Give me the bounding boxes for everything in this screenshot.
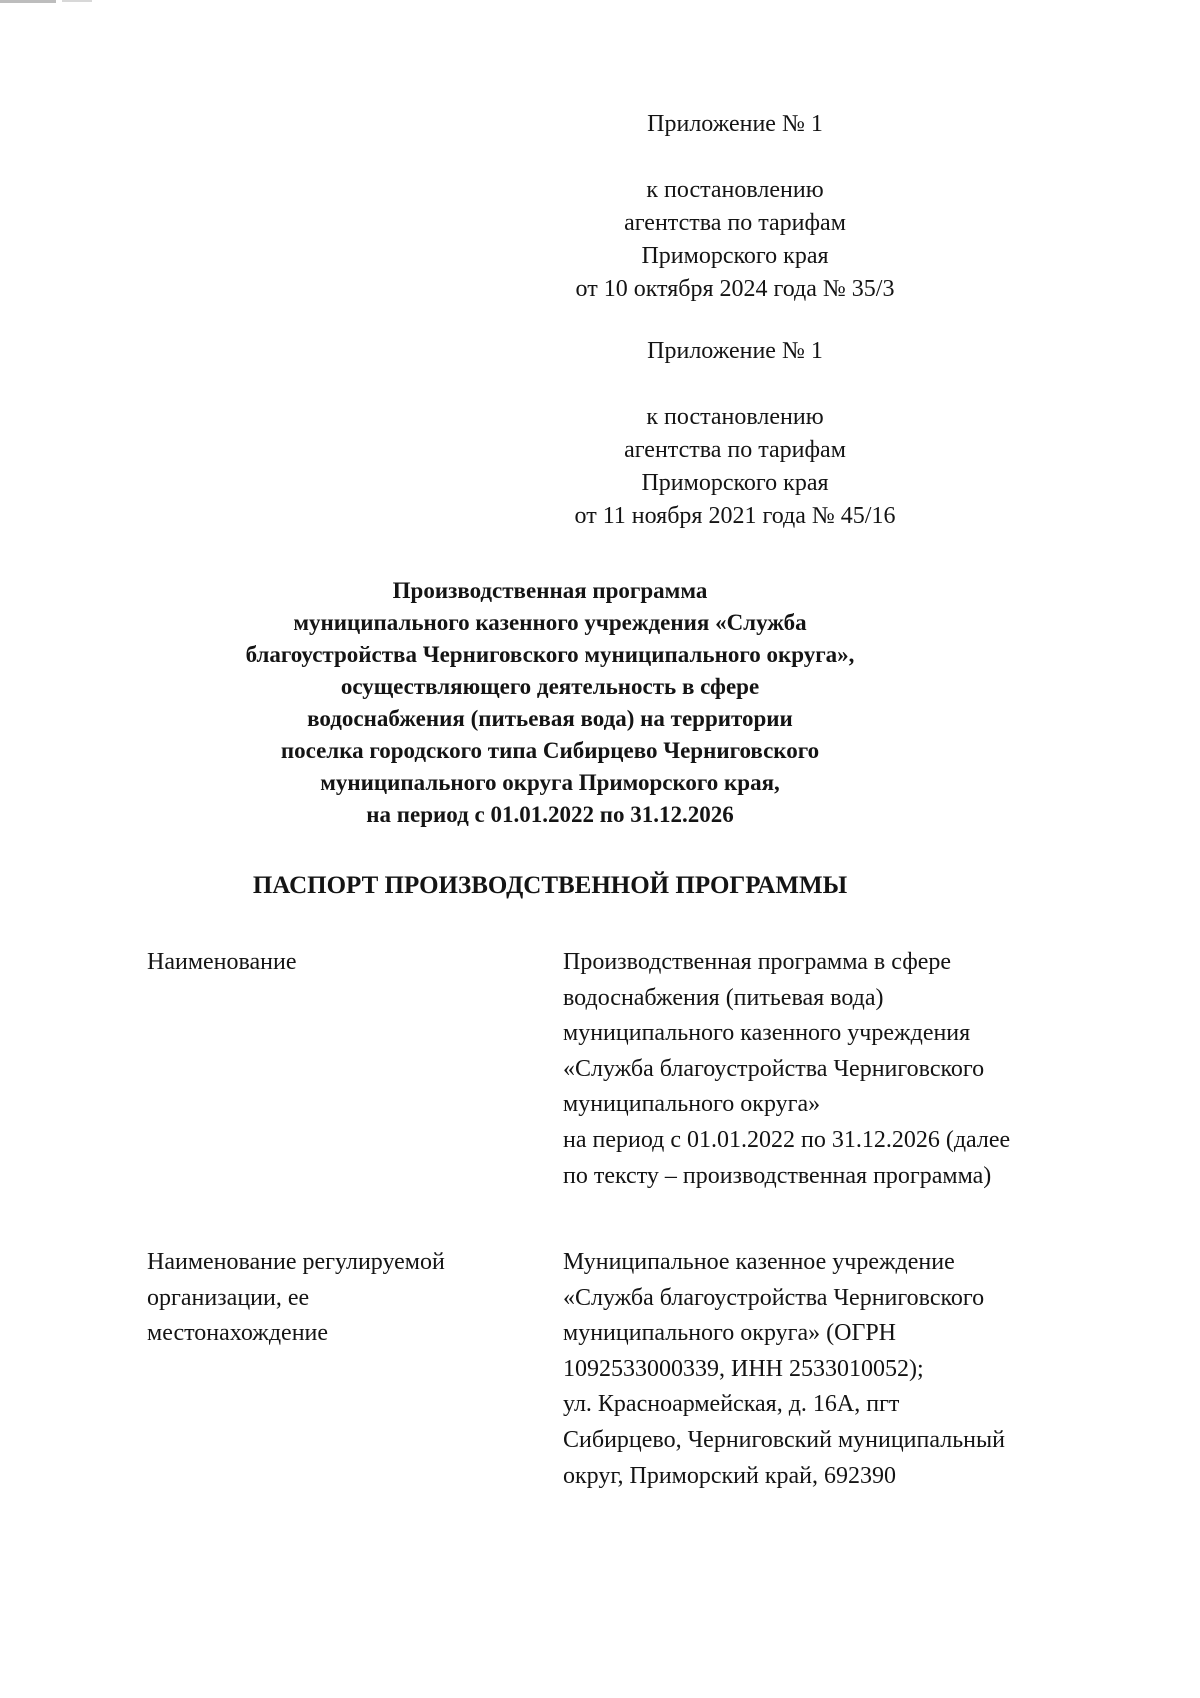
appendix-original-block xyxy=(525,335,945,533)
appendix-date-line: от 11 ноября 2021 года № 45/16 xyxy=(574,503,896,529)
value-line: округ, Приморский край, 692390 xyxy=(563,1462,896,1489)
appendix-heading: Приложение № 1 xyxy=(647,338,823,364)
value-line: «Служба благоустройства Черниговского xyxy=(563,1055,985,1082)
title-line: Производственная программа xyxy=(392,578,708,603)
appendix-line: Приморского края xyxy=(641,470,829,496)
passport-row-label xyxy=(147,1245,527,1352)
appendix-line: Приморского края xyxy=(641,243,829,269)
value-line: муниципального округа» xyxy=(563,1091,821,1118)
label-line: местонахождение xyxy=(147,1320,329,1347)
value-line: на период с 01.01.2022 по 31.12.2026 (далее xyxy=(563,1126,1011,1153)
value-line: ул. Красноармейская, д. 16А, пгт xyxy=(563,1391,900,1418)
appendix-line: агентства по тарифам xyxy=(624,210,846,236)
appendix-line: агентства по тарифам xyxy=(624,437,846,463)
value-line: муниципального округа» (ОГРН xyxy=(563,1320,896,1347)
scan-edge-mark xyxy=(0,0,56,3)
title-line: осуществляющего деятельность в сфере xyxy=(340,674,760,699)
passport-heading: ПАСПОРТ ПРОИЗВОДСТВЕННОЙ ПРОГРАММЫ xyxy=(252,872,848,899)
passport-row-value xyxy=(563,1245,1123,1494)
appendix-line: к постановлению xyxy=(646,177,824,203)
value-line: по тексту – производственная программа) xyxy=(563,1162,992,1189)
appendix-date-line: от 10 октября 2024 года № 35/3 xyxy=(575,276,895,302)
label-line: Наименование xyxy=(147,949,297,975)
scan-edge-mark xyxy=(62,0,92,2)
passport-row-value xyxy=(563,945,1123,1194)
value-line: Муниципальное казенное учреждение xyxy=(563,1249,955,1275)
title-line: благоустройства Черниговского муниципального округа», xyxy=(245,642,855,667)
value-line: Производственная программа в сфере xyxy=(563,949,952,975)
value-line: 1092533000339, ИНН 2533010052); xyxy=(563,1355,924,1382)
value-line: муниципального казенного учреждения xyxy=(563,1020,971,1047)
appendix-line: к постановлению xyxy=(646,404,824,430)
value-line: Сибирцево, Черниговский муниципальный xyxy=(563,1426,1005,1453)
appendix-current-block xyxy=(525,108,945,306)
value-line: водоснабжения (питьевая вода) xyxy=(563,984,884,1011)
title-line: водоснабжения (питьевая вода) на территории xyxy=(307,706,793,731)
passport-row-label xyxy=(147,945,527,981)
title-line: на период с 01.01.2022 по 31.12.2026 xyxy=(366,802,734,827)
label-line: Наименование регулируемой xyxy=(147,1249,445,1275)
value-line: «Служба благоустройства Черниговского xyxy=(563,1284,985,1311)
title-line: муниципального округа Приморского края, xyxy=(320,770,780,795)
title-line: поселка городского типа Сибирцево Черниговского xyxy=(280,738,820,763)
program-title xyxy=(150,575,950,831)
appendix-heading: Приложение № 1 xyxy=(647,111,823,137)
title-line: муниципального казенного учреждения «Служба xyxy=(293,610,807,635)
label-line: организации, ее xyxy=(147,1284,310,1311)
